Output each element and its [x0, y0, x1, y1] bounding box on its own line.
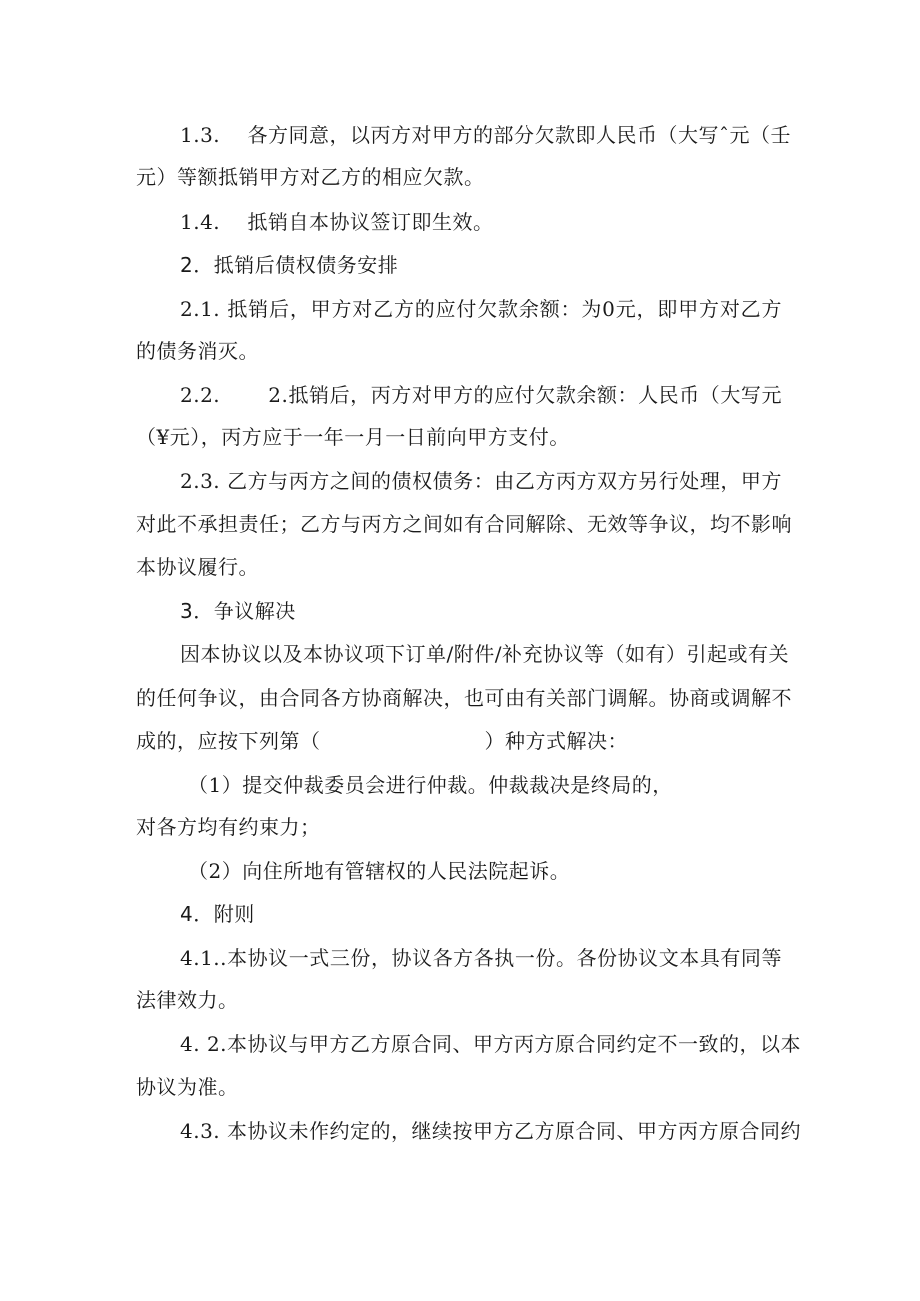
- clause-2-3-line-1: 2.3. 乙方与丙方之间的债权债务：由乙方丙方双方另行处理，甲方: [180, 469, 782, 493]
- option-1-line-2: 对各方均有约束力；: [136, 815, 321, 839]
- clause-4-2-line-2: 协议为准。: [136, 1075, 239, 1099]
- dispute-paragraph-line-3: 成的，应按下列第（ ）种方式解决：: [136, 729, 628, 753]
- dispute-paragraph-line-1: 因本协议以及本协议项下订单/附件/补充协议等（如有）引起或有关: [180, 642, 789, 666]
- clause-2-3-line-2: 对此不承担责任；乙方与丙方之间如有合同解除、无效等争议，均不影响: [136, 512, 792, 536]
- clause-2-1-line-2: 的债务消灭。: [136, 339, 259, 363]
- clause-4-1-line-2: 法律效力。: [136, 988, 239, 1012]
- clause-4-1-line-1: 4.1..本协议一式三份，协议各方各执一份。各份协议文本具有同等: [180, 946, 782, 970]
- dispute-paragraph-line-2: 的任何争议，由合同各方协商解决，也可由有关部门调解。协商或调解不: [136, 686, 792, 710]
- section-4-heading: 4．附则: [180, 902, 255, 926]
- section-2-heading: 2．抵销后债权债务安排: [180, 253, 399, 277]
- clause-2-2-line-2: （¥元），丙方应于一年一月一日前向甲方支付。: [136, 425, 570, 449]
- clause-1-3-line-1: 1.3. 各方同意，以丙方对甲方的部分欠款即人民币（大写ˆ元（壬: [180, 123, 792, 147]
- option-1-line-1: （1）提交仲裁委员会进行仲裁。仲裁裁决是终局的，: [188, 773, 673, 797]
- clause-1-4: 1.4. 抵销自本协议签订即生效。: [180, 210, 494, 234]
- clause-4-2-line-1: 4. 2.本协议与甲方乙方原合同、甲方丙方原合同约定不一致的，以本: [180, 1032, 802, 1056]
- clause-2-3-line-3: 本协议履行。: [136, 555, 259, 579]
- clause-1-3-line-2: 元）等额抵销甲方对乙方的相应欠款。: [136, 165, 485, 189]
- section-3-heading: 3．争议解决: [180, 599, 296, 623]
- clause-2-2-line-1: 2.2. 2.抵销后，丙方对甲方的应付欠款余额：人民币（大写元: [180, 383, 782, 407]
- clause-2-1-line-1: 2.1. 抵销后，甲方对乙方的应付欠款余额：为0元，即甲方对乙方: [180, 297, 782, 321]
- clause-4-3-line-1: 4.3. 本协议未作约定的，继续按甲方乙方原合同、甲方丙方原合同约: [180, 1119, 802, 1143]
- option-2: （2）向住所地有管辖权的人民法院起诉。: [188, 859, 571, 883]
